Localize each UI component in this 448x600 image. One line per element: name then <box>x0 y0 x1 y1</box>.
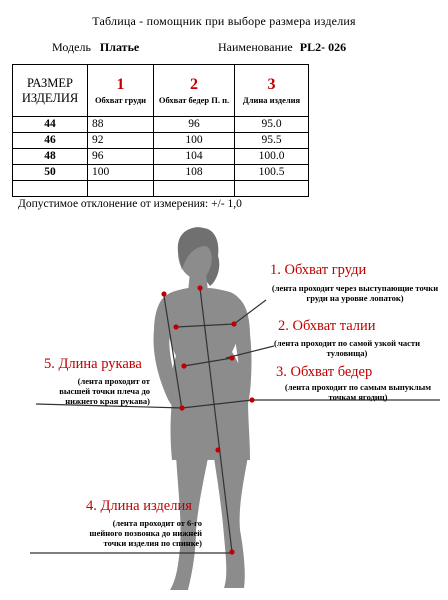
sleeve-label-title: 5. Длина рукава <box>44 356 142 372</box>
length-mid-point <box>215 447 220 452</box>
name-label: Наименование <box>218 40 293 54</box>
hips-right-point <box>249 397 254 402</box>
length-cell: 95.5 <box>235 133 309 149</box>
hips-cell: 104 <box>154 149 235 165</box>
model-value: Платье <box>99 40 140 54</box>
name-value: PL2- 026 <box>299 40 347 54</box>
hips-column-caption: Обхват бедер П. п. <box>158 94 230 105</box>
chest-cell: 88 <box>88 117 154 133</box>
hips-label-title: 3. Обхват бедер <box>276 364 373 380</box>
hips-cell: 100 <box>154 133 235 149</box>
chest-cell: 100 <box>88 165 154 181</box>
hips-label-desc: (лента проходит по самым выпуклым точкам ягодиц) <box>284 382 432 402</box>
chest-cell: 92 <box>88 133 154 149</box>
length-column-number: 3 <box>267 75 276 93</box>
chest-cell: 96 <box>88 149 154 165</box>
chest-column-number: 1 <box>116 75 125 93</box>
hips-column-number: 2 <box>190 75 198 93</box>
figure-right-leg <box>214 456 248 588</box>
neck-point <box>197 285 202 290</box>
size-cell: 50 <box>13 165 88 181</box>
waist-label-desc: (лента проходит по самой узкой части туловища) <box>274 338 420 358</box>
sleeve-label-desc: (лента проходит от высшей точки плеча до нижнего края рукава) <box>59 376 150 406</box>
model-label: Модель <box>52 40 91 54</box>
length-cell: 95.0 <box>235 117 309 133</box>
waist-right-point <box>229 355 234 360</box>
size-cell: 48 <box>13 149 88 165</box>
chest-left-point <box>173 324 178 329</box>
chest-label-desc: (лента проходит через выступающие точки груди на уровне лопаток) <box>271 283 439 303</box>
chest-right-point <box>231 321 236 326</box>
length-end-point <box>229 549 234 554</box>
waist-label-title: 2. Обхват талии <box>278 318 376 334</box>
length-cell: 100.0 <box>235 149 309 165</box>
tolerance-note: Допустимое отклонение от измерения: +/- 1,0 <box>18 198 242 210</box>
hips-cell: 96 <box>154 117 235 133</box>
waist-left-point <box>181 363 186 368</box>
size-column-header: РАЗМЕР ИЗДЕЛИЯ <box>13 65 88 117</box>
length-label-title: 4. Длина изделия <box>86 498 192 514</box>
sleeve-end-point <box>179 405 184 410</box>
length-label-desc: (лента проходит от 6-го шейного позвонка до нижней точки изделия по спинке) <box>89 518 202 548</box>
length-column-caption: Длина изделия <box>242 94 301 105</box>
size-cell: 46 <box>13 133 88 149</box>
document-title: Таблица - помощник при выборе размера изделия <box>92 14 356 28</box>
shoulder-point <box>161 291 166 296</box>
hips-cell: 108 <box>154 165 235 181</box>
chest-label-title: 1. Обхват груди <box>270 262 367 278</box>
length-cell: 100.5 <box>235 165 309 181</box>
size-cell: 44 <box>13 117 88 133</box>
chest-column-caption: Обхват груди <box>94 94 147 105</box>
